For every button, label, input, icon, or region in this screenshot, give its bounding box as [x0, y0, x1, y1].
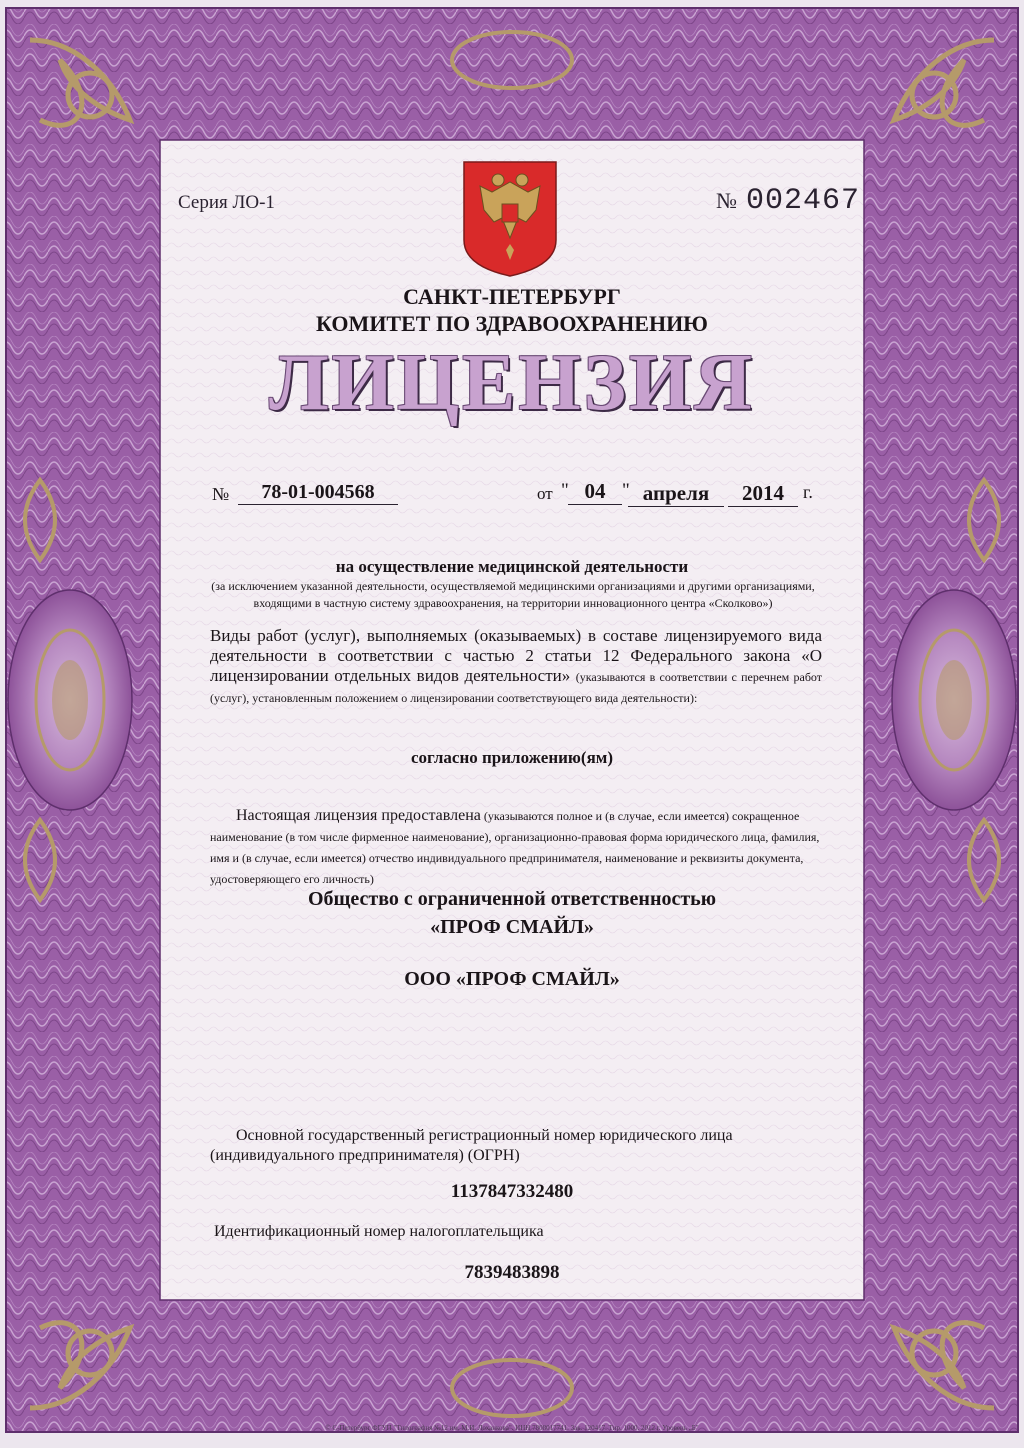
right-rosette — [892, 590, 1016, 810]
date-quote-open: " — [561, 480, 569, 501]
license-day: 04 — [568, 479, 622, 505]
coat-of-arms-emblem — [462, 160, 558, 278]
document-title: ЛИЦЕНЗИЯ — [269, 339, 755, 427]
issuer-city: САНКТ-ПЕТЕРБУРГ — [403, 284, 621, 309]
works-text: Виды работ (услуг), выполняемых (оказываемых) в составе лицензируемого вида деятельности в соответствии с частью 2 статьи 12 Федерального закона «О лицензировании отдельных видов деятельности» — [210, 626, 822, 685]
inn-label: Идентификационный номер налогоплательщика — [214, 1223, 544, 1240]
inn-value: 7839483898 — [464, 1262, 560, 1283]
activity-title: на осуществление медицинской деятельности — [335, 557, 689, 576]
left-rosette — [8, 590, 132, 810]
organization-full-line1: Общество с ограниченной ответственностью — [307, 888, 717, 910]
issuer-committee: КОМИТЕТ ПО ЗДРАВООХРАНЕНИЮ — [316, 311, 708, 336]
license-year: 2014 — [728, 481, 798, 507]
organization-full-name — [212, 885, 812, 941]
series-label: Серия ЛО-1 — [178, 192, 275, 213]
works-note: (указываются в соответствии с перечнем работ (услуг), установленным положением о лицензировании соответствующего вида деятельности): — [210, 670, 823, 705]
date-from-label: от — [537, 484, 553, 503]
appendix-reference: согласно приложению(ям) — [410, 748, 614, 767]
activity-note: (за исключением указанной деятельности, осуществляемой медицинскими организациями и другими организациями, входящими в частную систему здравоохранения, на территории инновационного центра «Сколково») — [211, 579, 815, 610]
ogrn-value: 1137847332480 — [450, 1181, 574, 1202]
granted-note: (указываются полное и (в случае, если имеется) сокращенное наименование (в том числе фирменное наименование), организационно-правовая форма юридического лица, фамилия, имя и (в случае, если имеется) отчество индивидуального предпринимателя, наименование и реквизиты документа, удостоверяющего его личность) — [210, 809, 820, 886]
date-quote-close: " — [622, 480, 630, 501]
blank-number — [716, 184, 860, 218]
ogrn-label-text: Основной государственный регистрационный номер юридического лица (индивидуального предпринимателя) (ОГРН) — [210, 1127, 733, 1164]
granted-lead: Настоящая лицензия предоставлена — [236, 807, 481, 824]
organization-short-name: ООО «ПРОФ СМАЙЛ» — [404, 968, 620, 990]
number-sign: № — [716, 188, 738, 213]
blank-number-value: 002467 — [746, 184, 861, 218]
granted-paragraph — [210, 805, 822, 890]
license-month: апреля — [628, 481, 724, 507]
license-number-sign: № — [212, 484, 230, 504]
organization-full-line2: «ПРОФ СМАЙЛ» — [430, 916, 594, 938]
printer-imprint: © С-Петербург ФГУП "Типография №12 им. М.И. Лоханкова". ИНН 7808017741. Зак. 120417. Тир. 1000. 2012 г. Уровень „Б" — [325, 1424, 699, 1432]
ogrn-label — [210, 1126, 822, 1166]
year-suffix: г. — [803, 482, 813, 502]
license-number: 78-01-004568 — [238, 481, 398, 505]
works-paragraph — [210, 626, 822, 708]
